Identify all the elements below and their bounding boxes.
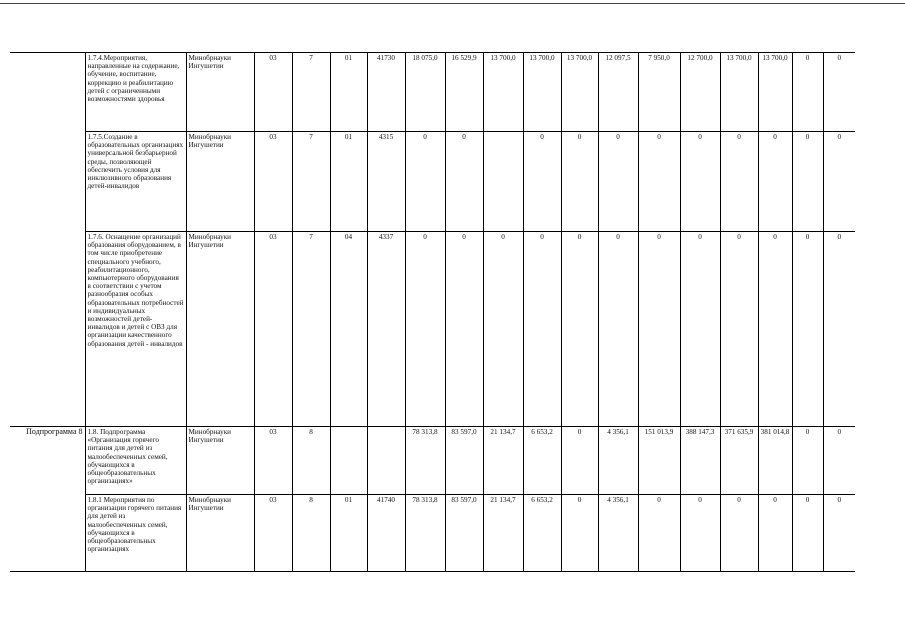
value-cell: 0 [680, 132, 720, 232]
value-cell: 83 597,0 [445, 427, 483, 495]
value-cell: 03 [254, 427, 292, 495]
value-cell [330, 427, 367, 495]
subprogram-label-cell [10, 53, 85, 427]
executor-cell: Минобрнауки Ингушетии [186, 132, 254, 232]
value-cell: 0 [445, 232, 483, 427]
budget-table-sheet [10, 52, 855, 572]
table-row [10, 53, 855, 132]
value-cell: 12 700,0 [680, 53, 720, 132]
value-cell: 0 [405, 232, 445, 427]
value-cell: 0 [561, 132, 598, 232]
value-cell: 0 [445, 132, 483, 232]
value-cell: 0 [758, 495, 792, 572]
value-cell: 21 134,7 [483, 427, 523, 495]
value-cell: 0 [720, 132, 758, 232]
value-cell: 01 [330, 53, 367, 132]
value-cell: 0 [523, 132, 561, 232]
value-cell: 78 313,8 [405, 495, 445, 572]
value-cell: 0 [598, 132, 638, 232]
value-cell: 16 529,9 [445, 53, 483, 132]
budget-table [10, 52, 855, 572]
value-cell: 0 [405, 132, 445, 232]
measure-cell: 1.8. Подпрограмма «Организация горячего питания для детей из малообеспеченных семей, обучающихся в общеобразовательных организациях» [85, 427, 186, 495]
value-cell: 0 [792, 132, 823, 232]
value-cell: 0 [561, 427, 598, 495]
value-cell: 0 [823, 495, 855, 572]
value-cell: 0 [792, 53, 823, 132]
value-cell: 01 [330, 132, 367, 232]
value-cell: 0 [823, 53, 855, 132]
value-cell: 0 [598, 232, 638, 427]
value-cell: 381 014,8 [758, 427, 792, 495]
value-cell: 0 [823, 132, 855, 232]
value-cell: 0 [523, 232, 561, 427]
value-cell: 18 075,0 [405, 53, 445, 132]
value-cell: 6 653,2 [523, 495, 561, 572]
value-cell: 03 [254, 232, 292, 427]
measure-cell: 1.8.1 Мероприятия по организации горячего питания для детей из малообеспеченных семей, обучающихся в общеобразовательных организациях [85, 495, 186, 572]
value-cell: 6 653,2 [523, 427, 561, 495]
value-cell: 41730 [367, 53, 405, 132]
value-cell: 371 635,9 [720, 427, 758, 495]
value-cell: 13 700,0 [483, 53, 523, 132]
value-cell: 01 [330, 495, 367, 572]
value-cell: 7 950,0 [638, 53, 680, 132]
value-cell: 0 [638, 232, 680, 427]
value-cell: 0 [823, 232, 855, 427]
value-cell: 0 [720, 495, 758, 572]
value-cell: 0 [680, 232, 720, 427]
value-cell: 4 356,1 [598, 427, 638, 495]
value-cell: 4337 [367, 232, 405, 427]
value-cell: 13 700,0 [720, 53, 758, 132]
value-cell: 8 [292, 427, 330, 495]
value-cell: 0 [483, 232, 523, 427]
value-cell: 03 [254, 495, 292, 572]
value-cell [483, 132, 523, 232]
value-cell: 0 [561, 232, 598, 427]
table-row [10, 132, 855, 232]
value-cell: 21 134,7 [483, 495, 523, 572]
subprogram-label-cell: Подпрограмма 8 [10, 427, 85, 572]
value-cell: 0 [561, 495, 598, 572]
value-cell: 0 [792, 427, 823, 495]
executor-cell: Минобрнауки Ингушетии [186, 232, 254, 427]
value-cell: 13 700,0 [758, 53, 792, 132]
value-cell: 03 [254, 53, 292, 132]
table-row [10, 427, 855, 495]
measure-cell: 1.7.5.Создание в образовательных организациях универсальной безбарьерной среды, позволяющей обеспечить условия для инклюзивного образования детей-инвалидов [85, 132, 186, 232]
value-cell: 4 356,1 [598, 495, 638, 572]
value-cell: 7 [292, 232, 330, 427]
table-row [10, 495, 855, 572]
value-cell: 151 013,9 [638, 427, 680, 495]
value-cell: 0 [680, 495, 720, 572]
value-cell: 0 [758, 232, 792, 427]
value-cell: 04 [330, 232, 367, 427]
table-row [10, 232, 855, 427]
value-cell [367, 427, 405, 495]
value-cell: 0 [720, 232, 758, 427]
value-cell: 0 [638, 132, 680, 232]
value-cell: 0 [792, 232, 823, 427]
executor-cell: Минобрнауки Ингушетии [186, 427, 254, 495]
measure-cell: 1.7.6. Оснащение организаций образования оборудованием, в том числе приобретение специального учебного, реабилитационного, компьютерного оборудования в соответствии с учетом разнообразия особых образовательных потребностей и индивидуальных возможностей детей-инвалидов и детей с ОВЗ для организации качественного образования детей - инвалидов [85, 232, 186, 427]
value-cell: 12 097,5 [598, 53, 638, 132]
value-cell: 03 [254, 132, 292, 232]
value-cell: 388 147,3 [680, 427, 720, 495]
value-cell: 13 700,0 [561, 53, 598, 132]
value-cell: 7 [292, 132, 330, 232]
value-cell: 0 [758, 132, 792, 232]
value-cell: 0 [638, 495, 680, 572]
value-cell: 41740 [367, 495, 405, 572]
measure-cell: 1.7.4.Мероприятия, направленные на содержание, обучение, воспитание, коррекцию и реабилитацию детей с ограниченными возможностями здоровья [85, 53, 186, 132]
value-cell: 7 [292, 53, 330, 132]
value-cell: 83 597,0 [445, 495, 483, 572]
page-top-rule [0, 3, 905, 4]
value-cell: 13 700,0 [523, 53, 561, 132]
value-cell: 78 313,8 [405, 427, 445, 495]
executor-cell: Минобрнауки Ингушетии [186, 53, 254, 132]
value-cell: 8 [292, 495, 330, 572]
value-cell: 4315 [367, 132, 405, 232]
value-cell: 0 [823, 427, 855, 495]
value-cell: 0 [792, 495, 823, 572]
executor-cell: Минобрнауки Ингушетии [186, 495, 254, 572]
